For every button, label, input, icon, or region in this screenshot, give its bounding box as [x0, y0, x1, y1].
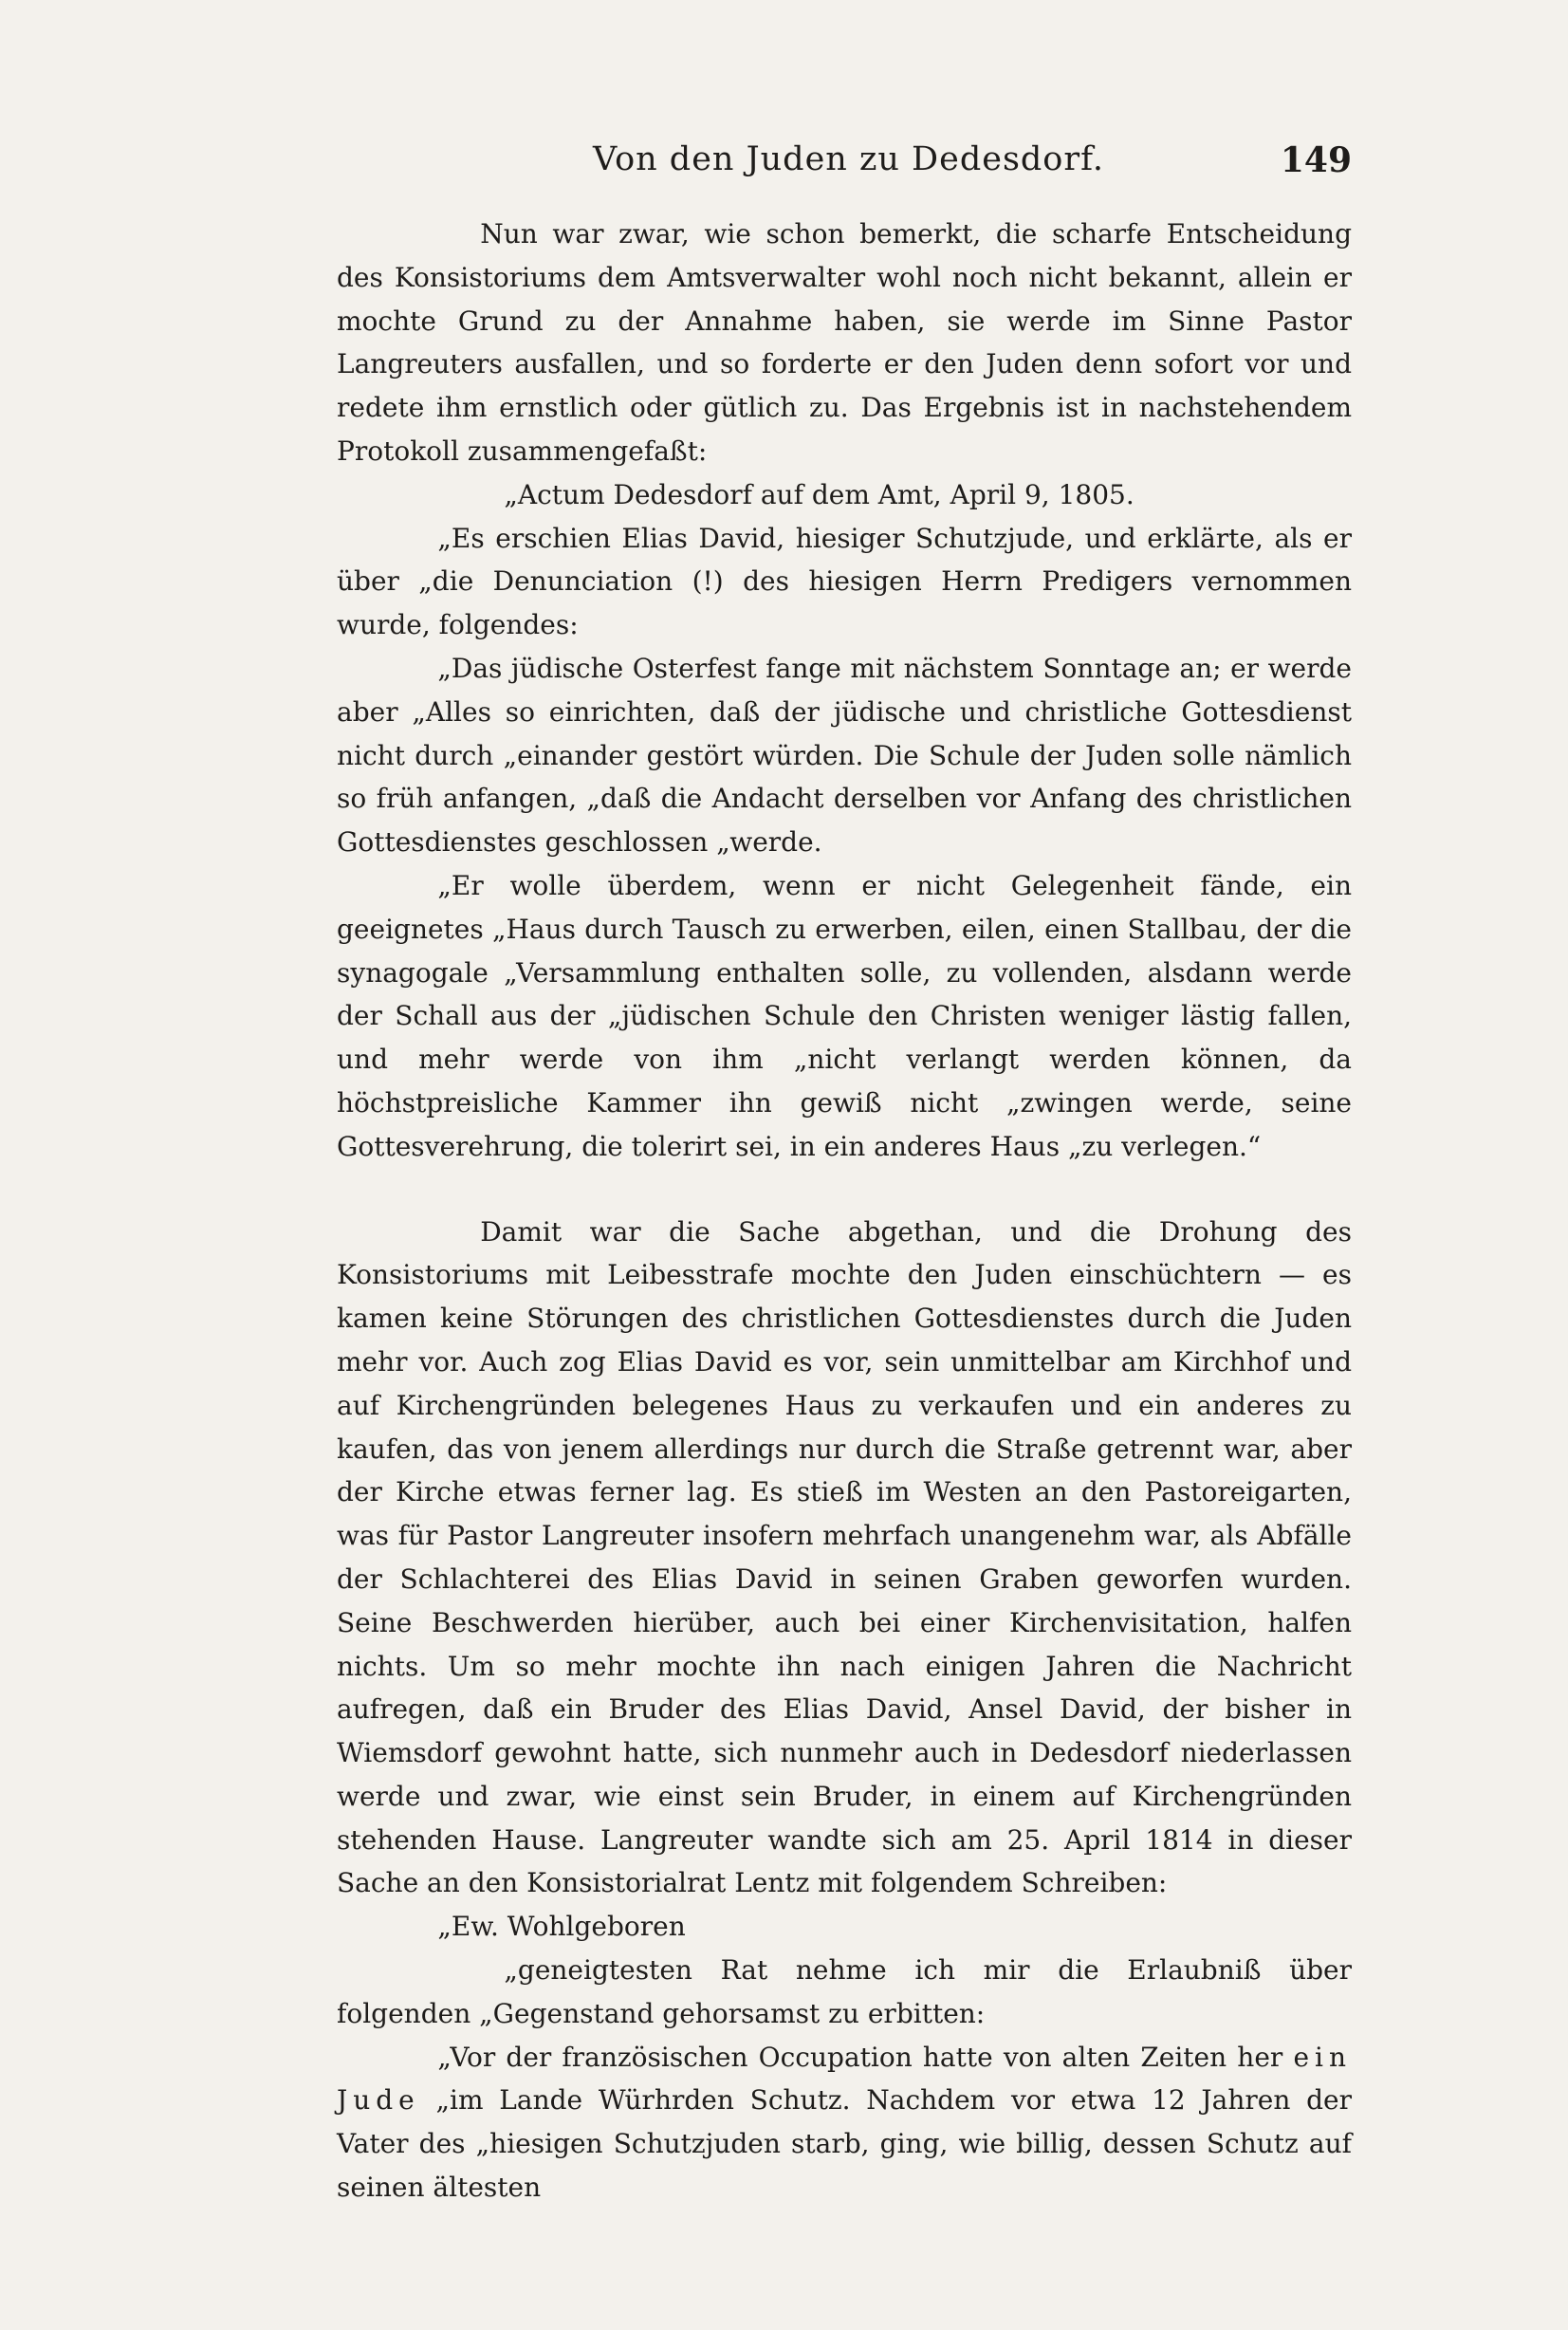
paragraph-intro: Nun war zwar, wie schon bemerkt, die scharfe Entscheidung des Konsistoriums dem Amtsverwalter wohl noch nicht bekannt, allein er mochte Grund zu der Annahme haben, sie werde im Sinne Pastor Langreuters ausfallen, und so forderte er den Juden denn sofort vor und redete ihm ernstlich oder gütlich zu. Das Ergebnis ist in nachstehendem Protokoll zusammengefaßt:	[337, 218, 1352, 467]
letter-paragraph-2-emphasis: ein Jude	[337, 2041, 1353, 2117]
page-number: 149	[1280, 140, 1352, 180]
letter-paragraph-2-rest: „im Lande Würhrden Schutz. Nachdem vor etwa 12 Jahren der Vater des „hiesigen Schutzjuden starb, ging, wie billig, dessen Schutz auf seinen ältesten	[337, 2084, 1352, 2204]
page-header	[337, 140, 1352, 197]
running-title: Von den Juden zu Dedesdorf.	[593, 140, 1104, 178]
body-text	[337, 213, 1352, 2210]
letter-paragraph-2-start: „Vor der französischen Occupation hatte von alten Zeiten her	[437, 2041, 1283, 2073]
protocol-heading: „Actum Dedesdorf auf dem Amt, April 9, 1805.	[504, 478, 1134, 510]
paragraph-protocol-1: „Es erschien Elias David, hiesiger Schutzjude, und erklärte, als er über „die Denunciation (!) des hiesigen Herrn Predigers vernommen wurde, folgendes:	[337, 522, 1352, 641]
letter-paragraph-2	[337, 2036, 1352, 2210]
letter-salutation: „Ew. Wohlgeboren	[437, 1911, 686, 1943]
letter-paragraph-1: „geneigtesten Rat nehme ich mir die Erlaubniß über folgenden „Gegenstand gehorsamst zu erbitten:	[337, 1954, 1352, 2029]
paragraph-narrative: Damit war die Sache abgethan, und die Drohung des Konsistoriums mit Leibesstrafe mochte den Juden einschüchtern — es kamen keine Störungen des christlichen Gottesdienstes durch die Juden mehr vor. Auch zog Elias David es vor, sein unmittelbar am Kirchhof und auf Kirchengründen belegenes Haus zu verkaufen und ein anderes zu kaufen, das von jenem allerdings nur durch die Straße getrennt war, aber der Kirche etwas ferner lag. Es stieß im Westen an den Pastoreigarten, was für Pastor Langreuter insofern mehrfach unangenehm war, als Abfälle der Schlachterei des Elias David in seinen Graben geworfen wurden. Seine Beschwerden hierüber, auch bei einer Kirchenvisitation, halfen nichts. Um so mehr mochte ihn nach einigen Jahren die Nachricht aufregen, daß ein Bruder des Elias David, Ansel David, der bisher in Wiemsdorf gewohnt hatte, sich nunmehr auch in Dedesdorf niederlassen werde und zwar, wie einst sein Bruder, in einem auf Kirchengründen stehenden Hause. Langreuter wandte sich am 25. April 1814 in dieser Sache an den Konsistorialrat Lentz mit folgendem Schreiben:	[337, 1215, 1352, 1899]
paragraph-protocol-2: „Das jüdische Osterfest fange mit nächstem Sonntage an; er werde aber „Alles so einrichten, daß der jüdische und christliche Gottesdienst nicht durch „einander gestört würden. Die Schule der Juden solle nämlich so früh anfangen, „daß die Andacht derselben vor Anfang des christlichen Gottesdienstes geschlossen „werde.	[337, 652, 1352, 859]
paragraph-protocol-3: „Er wolle überdem, wenn er nicht Gelegenheit fände, ein geeignetes „Haus durch Tausch zu erwerben, eilen, einen Stallbau, der die synagogale „Versammlung enthalten solle, zu vollenden, alsdann werde der Schall aus der „jüdischen Schule den Christen weniger lästig fallen, und mehr werde von ihm „nicht verlangt werden können, da höchstpreisliche Kammer ihn gewiß nicht „zwingen werde, seine Gottesverehrung, die tolerirt sei, in ein anderes Haus „zu verlegen.“	[337, 869, 1352, 1162]
